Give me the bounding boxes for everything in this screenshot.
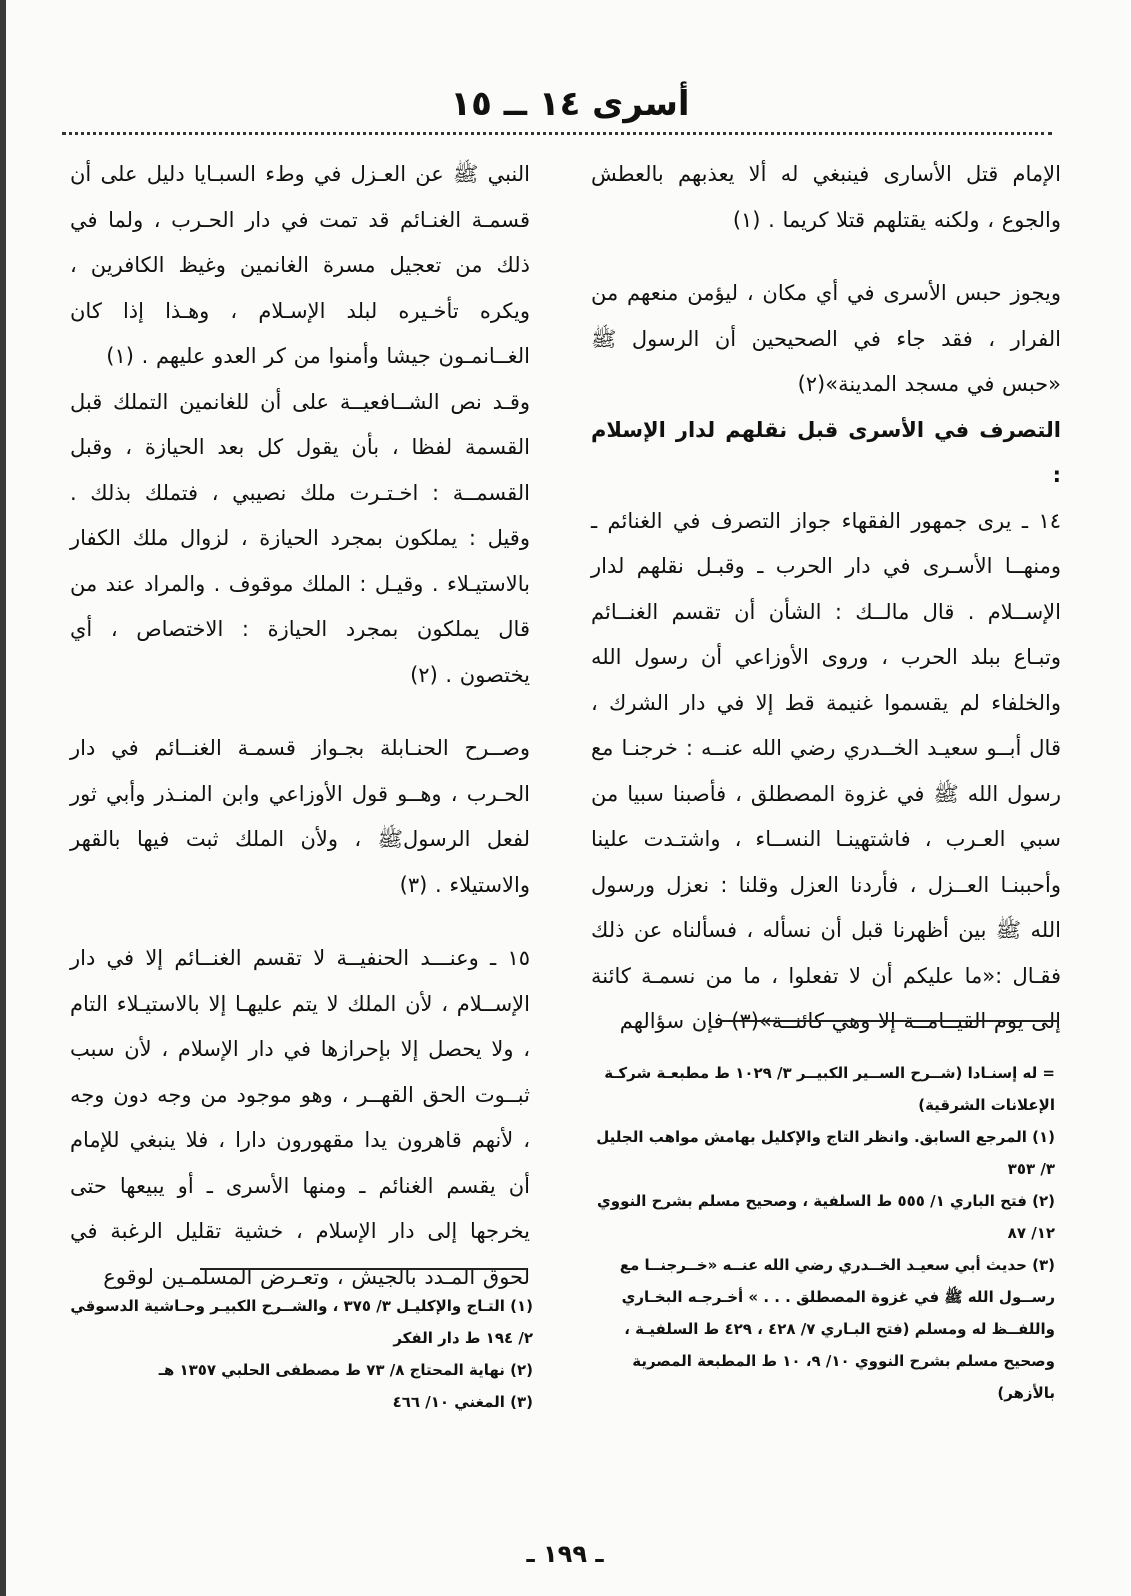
footnote: (٢) نهاية المحتاج ٨/ ٧٣ ط مصطفى الحلبي ١٣٥٧ هـ xyxy=(158,1361,533,1379)
footnotes-right xyxy=(585,1057,1055,1409)
left-column xyxy=(70,152,530,1300)
paragraph: ويجوز حبس الأسرى في أي مكان ، ليؤمن منعهم من الفرار ، فقد جاء في الصحيحين أن الرسول ﷺ «حبس في مسجد المدينة»(٢) xyxy=(591,281,1061,396)
scan-edge xyxy=(0,0,6,1596)
header-dotted-rule xyxy=(62,132,1052,135)
paragraph: وقـد نص الشــافعيــة على أن للغانمين التملك قبل القسمة لفظا ، بأن يقول كل بعد الحيازة ، وقبل القسمــة : اخـتـرت ملك نصيبي ، فتملك بذلك . وقيل : يملكون بمجرد الحيازة ، لزوال ملك الكفار بالاستيـلاء . وقيـل : الملك موقوف . والمراد عند من قال يملكون بمجرد الحيازة : الاختصاص ، أي يختصون . (٢) xyxy=(70,389,530,687)
footnote: (١) التـاج والإكليـل ٣/ ٣٧٥ ، والشــرح الكبيـر وحـاشية الدسوقي ٢/ ١٩٤ ط دار الفكر xyxy=(70,1297,533,1347)
paragraph: ١٤ ـ يرى جمهور الفقهاء جواز التصرف في الغنائم ـ ومنهــا الأسـرى في دار الحرب ـ وقبـل نقلهم لدار الإســلام . قال مالــك : الشأن أن تقسم الغنــائم وتبـاع ببلد الحرب ، وروى الأوزاعي أن رسول الله والخلفاء لم يقسموا غنيمة قط إلا في دار الشرك ، قال أبــو سعيـد الخــدري رضي الله عنــه : خرجنـا مع رسول الله ﷺ في غزوة المصطلق ، فأصبنا سبيا من سبي العـرب ، فاشتهينـا النســاء ، واشتـدت علينا وأحببنـا العــزل ، فأردنا العزل وقلنا : نعزل ورسول الله ﷺ بين أظهرنا قبل أن نسأله ، فسألناه عن ذلك فقـال :«ما عليكم أن لا تفعلوا ، ما من نسمـة كائنة إلى يوم القيــامــة إلا وهي كائنــة»(٣) فإن سؤالهم xyxy=(591,508,1061,1033)
footnotes-left xyxy=(68,1290,533,1418)
footnote-separator-left xyxy=(200,1268,526,1270)
footnote: (٢) فتح الباري ١/ ٥٥٥ ط السلفية ، وصحيح مسلم بشرح النووي ١٢/ ٨٧ xyxy=(597,1192,1055,1242)
footnote: = له إسنـادا (شــرح الســير الكبيــر ٣/ ١٠٢٩ ط مطبعـة شركـة الإعلانات الشرقية) xyxy=(604,1064,1055,1114)
footnote: (١) المرجع السابق. وانظر التاج والإكليل بهامش مواهب الجليل ٣/ ٣٥٣ xyxy=(596,1128,1055,1178)
right-column xyxy=(591,152,1061,1045)
section-heading: التصرف في الأسرى قبل نقلهم لدار الإسلام : xyxy=(591,417,1061,487)
footnote: (٣) المغني ١٠/ ٤٦٦ xyxy=(392,1393,533,1411)
footnote-separator-right xyxy=(721,1020,1057,1022)
paragraph: وصــرح الحنـابلة بجـواز قسمـة الغنــائم في دار الحـرب ، وهــو قول الأوزاعي وابن المنـذر وأبي ثور لفعل الرسولﷺ ، ولأن الملك ثبت فيها بالقهر والاستيلاء . (٣) xyxy=(70,736,530,897)
page-header-title: أسرى ١٤ ــ ١٥ xyxy=(450,84,690,124)
paragraph: ١٥ ـ وعنـــد الحنفيــة لا تقسم الغنــائم إلا في دار الإســلام ، لأن الملك لا يتم عليهـا إلا بالاستيـلاء التام ، ولا يحصل إلا بإحرازها في دار الإسلام ، لأن سبب ثبــوت الحق القهــر ، وهو موجود من وجه دون وجه ، لأنهم قاهرون يدا مقهورون دارا ، فلا ينبغي للإمام أن يقسم الغنائم ـ ومنها الأسرى ـ أو يبيعها حتى يخرجها إلى دار الإسلام ، خشية تقليل الرغبة في لحوق المـدد بالجيش ، وتعـرض المسلمـين لوقوع xyxy=(70,946,530,1289)
paragraph: النبي ﷺ عن العـزل في وطء السبـايا دليل على أن قسمـة الغنـائم قد تمت في دار الحـرب ، ولما في ذلك من تعجيل مسرة الغانمين وغيظ الكافرين ، ويكره تأخـيره لبلد الإسـلام ، وهـذا إذا كان الغــانمـون جيشا وأمنوا من كر العدو عليهم . (١) xyxy=(70,162,530,368)
paragraph: الإمام قتل الأسارى فينبغي له ألا يعذبهم بالعطش والجوع ، ولكنه يقتلهم قتلا كريما . (١) xyxy=(591,162,1061,232)
footnote: (٣) حديث أبي سعيـد الخــدري رضي الله عنــه «خــرجنــا مع رســول الله ﷺ في غزوة المصطلق . . . » أخـرجـه البخـاري واللفــظ له ومسلم (فتح البـاري ٧/ ٤٢٨ ، ٤٢٩ ط السلفيـة ، وصحيح مسلم بشرح النووي ١٠/ ٩، ١٠ ط المطبعة المصرية بالأزهر) xyxy=(619,1256,1055,1402)
page-number: ـ ١٩٩ ـ xyxy=(526,1540,604,1568)
